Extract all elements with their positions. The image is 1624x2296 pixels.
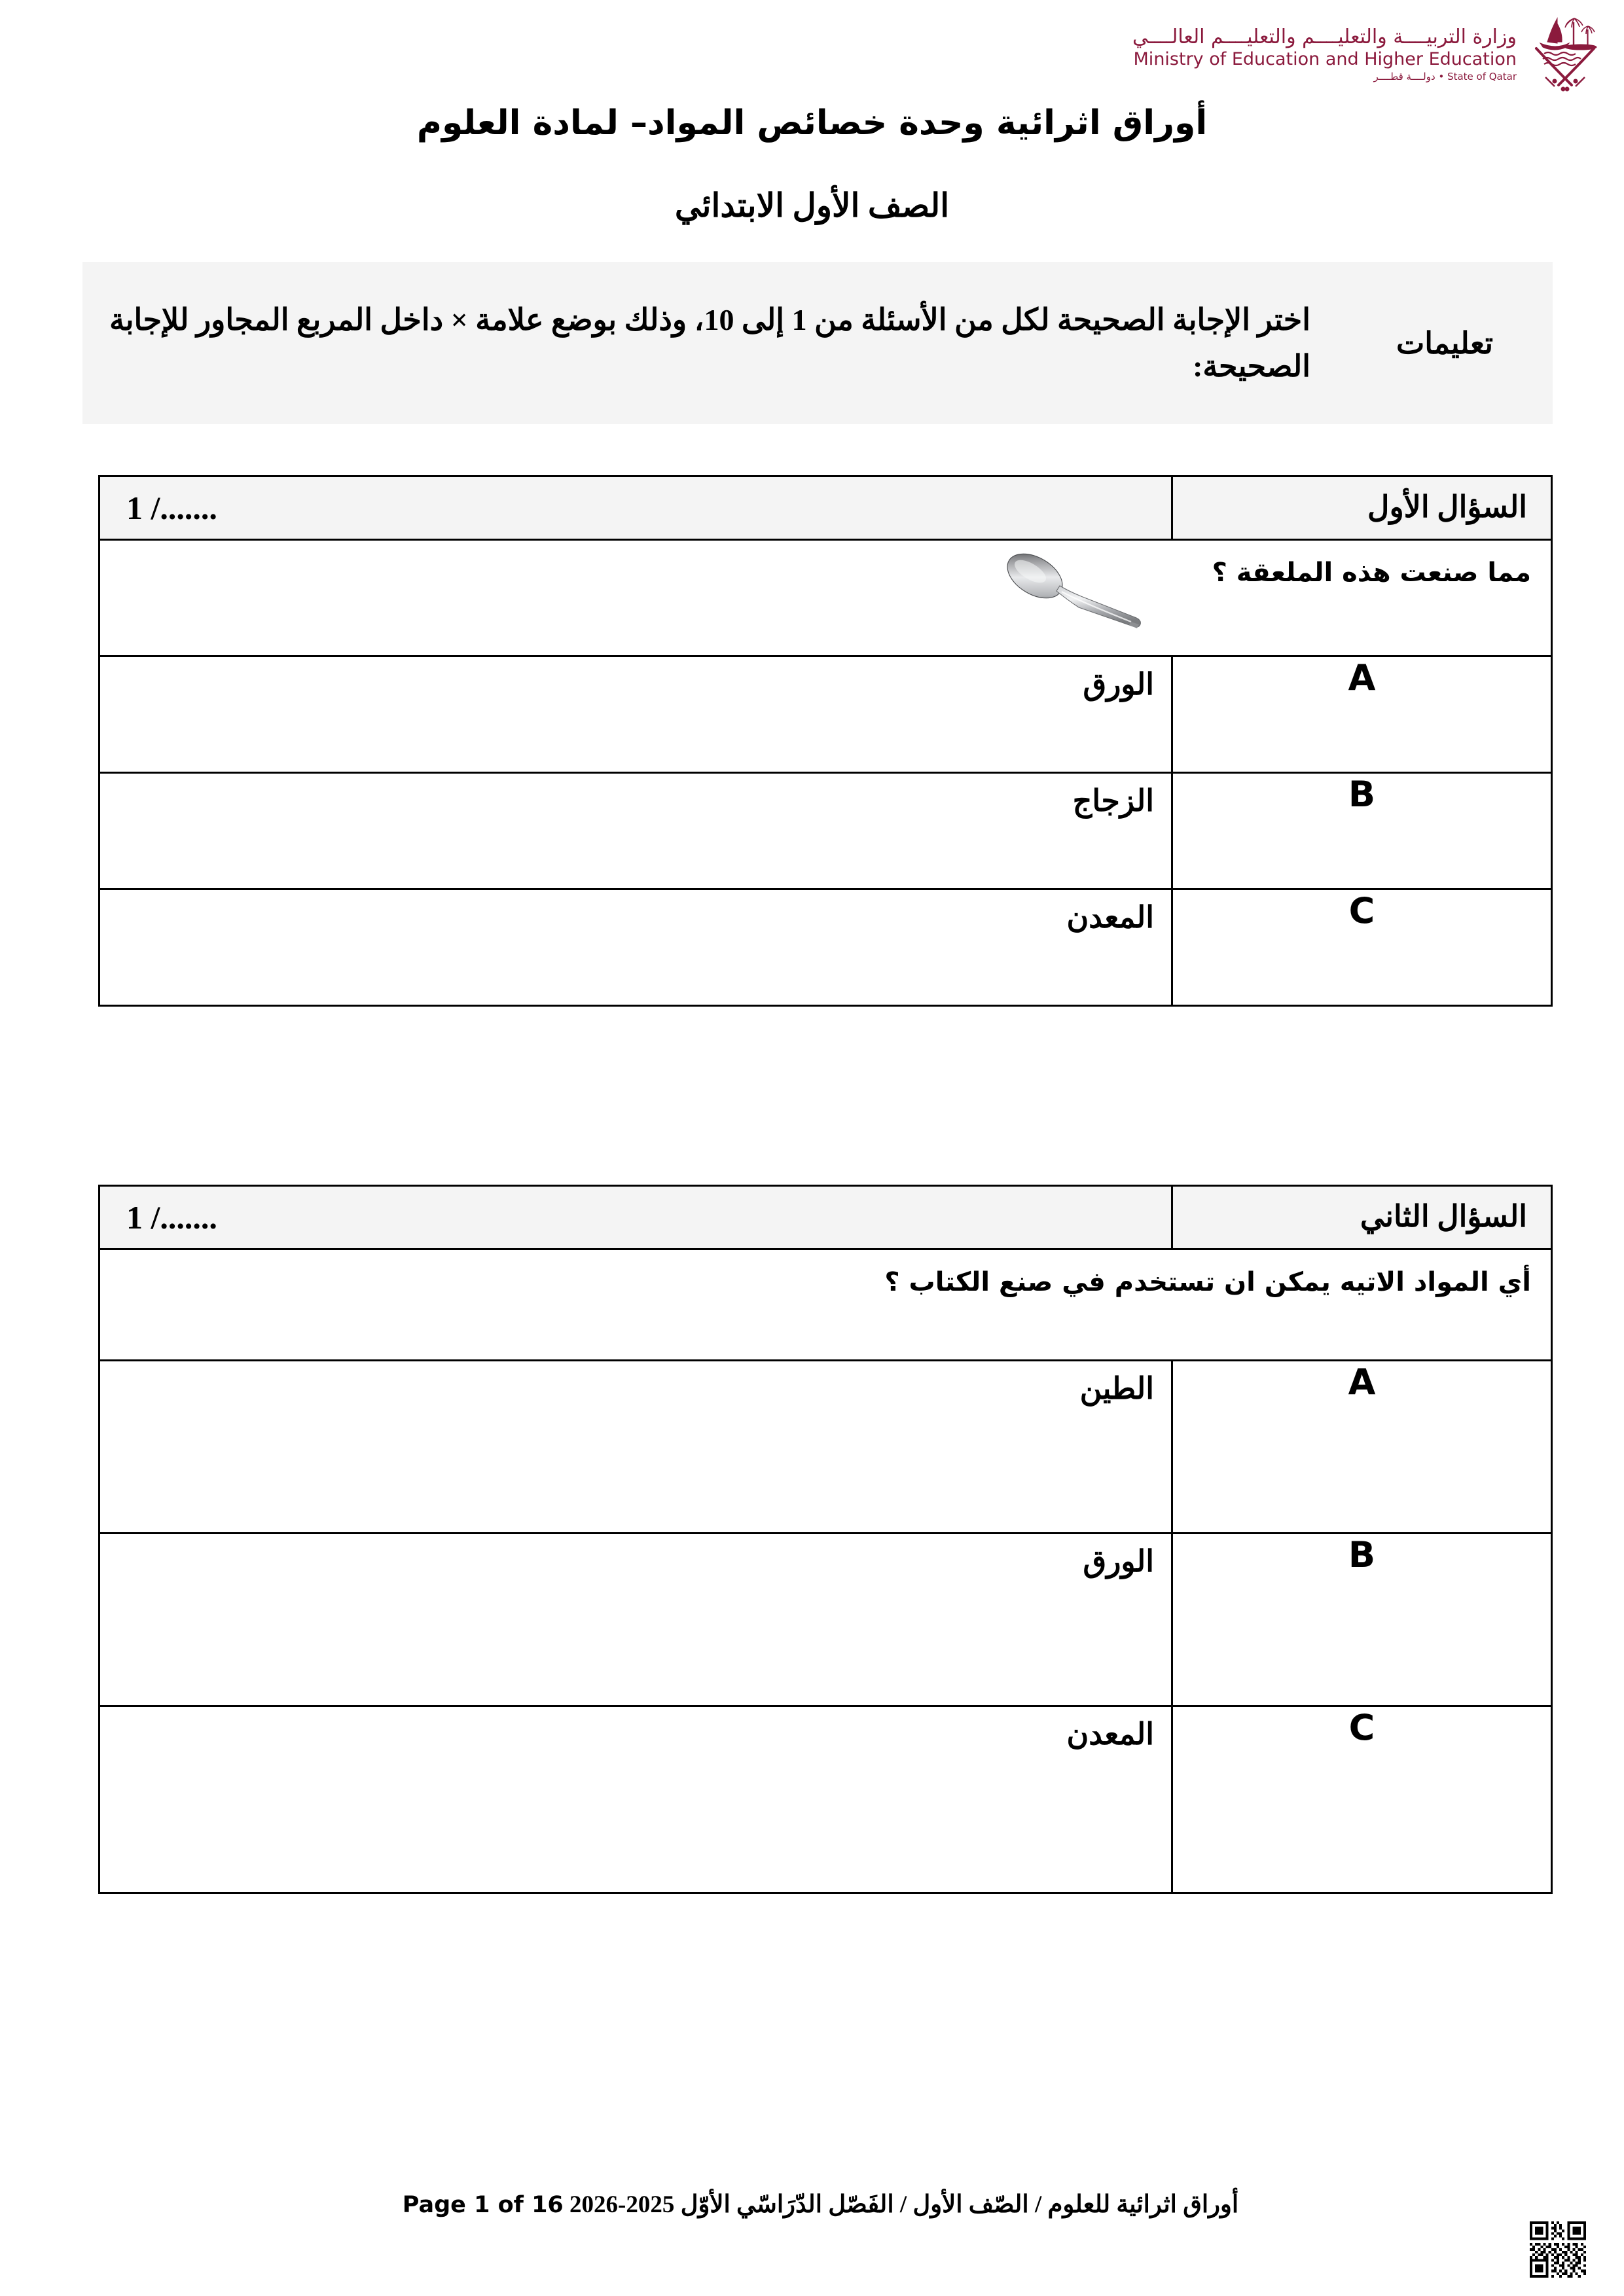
option-letter-a: A <box>1172 656 1552 773</box>
question-prompt-row <box>99 540 1552 656</box>
option-label-c: المعدن <box>1066 1717 1154 1751</box>
ministry-name-english: Ministry of Education and Higher Education <box>1133 48 1517 69</box>
question-title: السؤال الأول <box>1172 476 1552 540</box>
option-row[interactable] <box>99 773 1552 889</box>
option-answer-box-c[interactable] <box>100 890 962 944</box>
state-of-qatar-label: دولــــة قطــــر • State of Qatar <box>1373 70 1517 82</box>
option-row[interactable] <box>99 1361 1552 1534</box>
qatar-moe-emblem-icon <box>1526 9 1604 93</box>
question-prompt-cell <box>99 1249 1552 1361</box>
option-letter-c: C <box>1172 1706 1552 1893</box>
question-title: السؤال الثاني <box>1172 1186 1552 1249</box>
option-row[interactable] <box>99 1706 1552 1893</box>
question-header-row <box>99 1186 1552 1249</box>
document-title: أوراق اثرائية وحدة خصائص المواد– لمادة العلوم <box>416 103 1208 143</box>
option-letter-b: B <box>1172 773 1552 889</box>
option-letter-c: C <box>1172 889 1552 1006</box>
option-letter-a: A <box>1172 1361 1552 1534</box>
option-label-a: الطين <box>1079 1372 1154 1405</box>
spoon-image <box>994 550 1161 641</box>
option-answer-box-c[interactable] <box>100 1707 962 1761</box>
footer-description: أوراق اثرائية للعلوم / الصّف الأول / الفَصّل الدّرَاسّي الأوّل 2025-2026 <box>569 2191 1239 2218</box>
question-header-row <box>99 476 1552 540</box>
option-label-c: المعدن <box>1066 901 1154 934</box>
option-row[interactable] <box>99 1534 1552 1706</box>
question-prompt-text: أي المواد الاتيه يمكن ان تستخدم في صنع الكتاب ؟ <box>884 1267 1531 1297</box>
instructions-box <box>82 262 1553 424</box>
option-row[interactable] <box>99 656 1552 773</box>
qr-code-icon[interactable] <box>1530 2221 1586 2278</box>
question-table-1 <box>98 475 1553 1007</box>
option-answer-box-b[interactable] <box>100 774 962 827</box>
question-prompt-text: مما صنعت هذه الملعقة ؟ <box>1212 558 1531 588</box>
option-content-c <box>99 1706 1172 1893</box>
option-row[interactable] <box>99 889 1552 1006</box>
option-answer-box-a[interactable] <box>100 1361 962 1415</box>
question-score: 1 /....... <box>99 1186 1172 1249</box>
instructions-text: اختر الإجابة الصحيحة لكل من الأسئلة من 1 إلى 10، وذلك بوضع علامة × داخل المربع المجاور للإجابة الصحيحة: <box>109 302 1310 383</box>
option-content-c <box>99 889 1172 1006</box>
page-number: Page 1 of 16 <box>402 2192 564 2218</box>
footer-text-line <box>0 2190 1624 2219</box>
option-content-a <box>99 656 1172 773</box>
document-subtitle: الصف الأول الابتدائي <box>674 187 950 224</box>
option-letter-b: B <box>1172 1534 1552 1706</box>
page-header <box>1132 9 1604 93</box>
option-label-a: الورق <box>1083 668 1154 701</box>
instructions-label: تعليمات <box>1396 327 1494 360</box>
option-answer-box-a[interactable] <box>100 657 962 711</box>
ministry-logo-text <box>1132 9 1517 83</box>
option-content-b <box>99 773 1172 889</box>
question-table-2 <box>98 1185 1553 1894</box>
option-content-a <box>99 1361 1172 1534</box>
option-label-b: الورق <box>1083 1545 1154 1578</box>
ministry-name-arabic: وزارة التربيــــة والتعليــــم والتعليــــم العالــــي <box>1132 26 1517 48</box>
option-label-b: الزجاج <box>1072 784 1154 817</box>
question-score: 1 /....... <box>99 476 1172 540</box>
option-content-b <box>99 1534 1172 1706</box>
page-footer <box>0 2178 1624 2296</box>
question-prompt-row <box>99 1249 1552 1361</box>
option-answer-box-b[interactable] <box>100 1534 962 1588</box>
question-prompt-cell <box>99 540 1552 656</box>
